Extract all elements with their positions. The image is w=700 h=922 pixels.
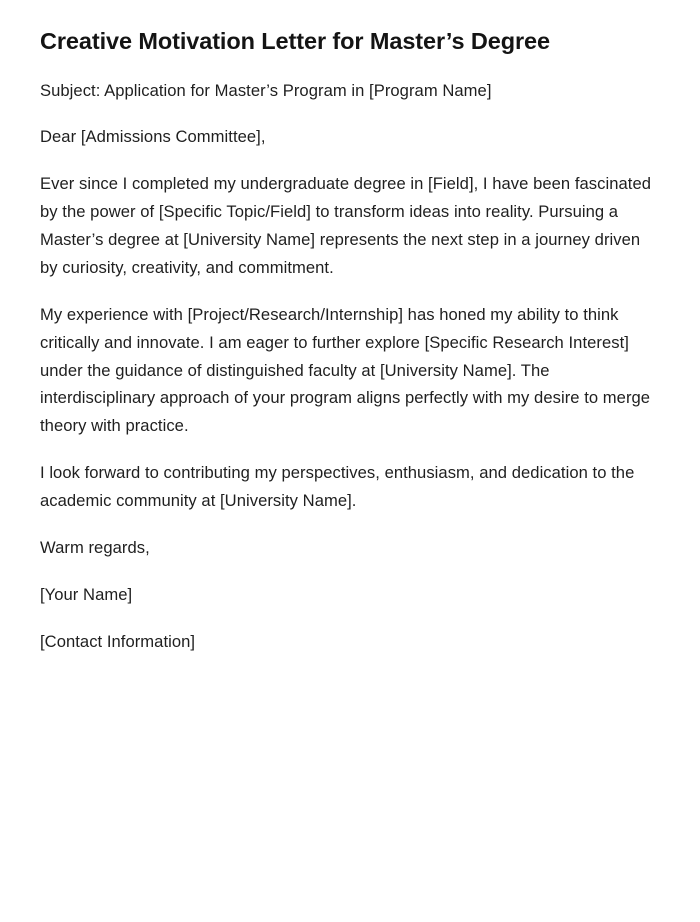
paragraph-signature-contact: [Contact Information] [40,631,196,651]
paragraph-body-1: Ever since I completed my undergraduate degree in [Field], I have been fascinated by the power of [Specific Topic/Field] to transform ideas into reality. Pursuing a Master’s degree at [University Name] represents the next step in a journey driven by curiosity, creativity, and commitment. [40,174,652,277]
paragraph-body-2: My experience with [Project/Research/Internship] has honed my ability to think critically and innovate. I am eager to further explore [Specific Research Interest] under the guidance of distinguished faculty at [University Name]. The interdisciplinary approach of your program aligns perfectly with my desire to merge theory with practice. [40,304,651,436]
paragraph-signature-name: [Your Name] [40,584,133,604]
paragraph-subject: Subject: Application for Master’s Program in [Program Name] [40,80,492,100]
paragraph-closing: Warm regards, [40,537,150,557]
page-title: Creative Motivation Letter for Master’s Degree [40,28,550,54]
paragraph-salutation: Dear [Admissions Committee], [40,127,266,147]
paragraph-body-3: I look forward to contributing my perspectives, enthusiasm, and dedication to the academic community at [University Name]. [40,463,635,511]
